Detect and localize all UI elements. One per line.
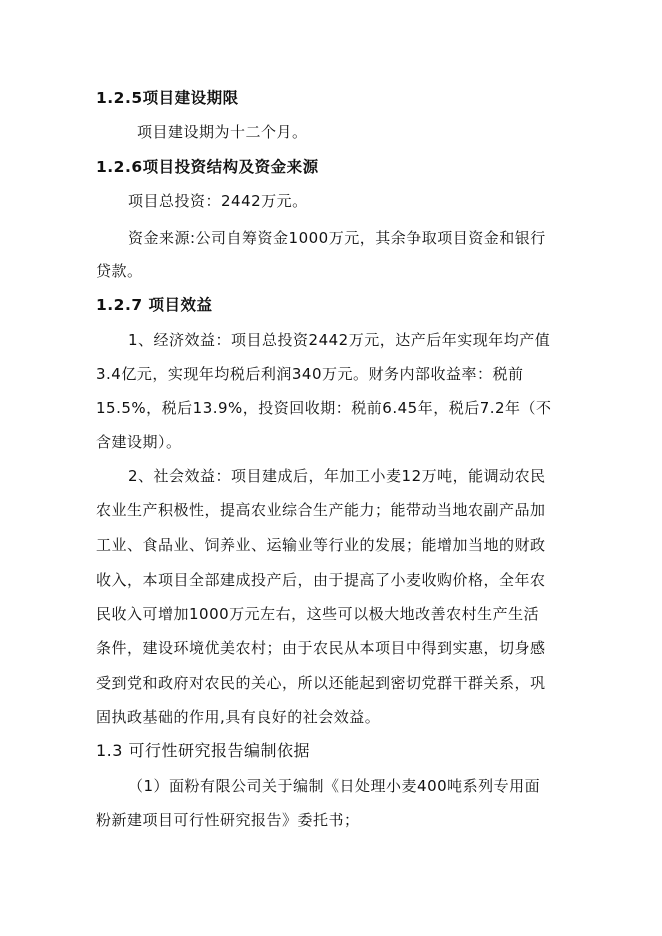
section-heading-1-3: 1.3 可行性研究报告编制依据: [96, 741, 311, 760]
social-benefit-line-5: 民收入可增加1000万元左右，这些可以极大地改善农村生产生活: [96, 605, 540, 623]
social-benefit-line-6: 条件，建设环境优美农村；由于农民从本项目中得到实惠，切身感: [96, 639, 546, 657]
social-benefit-line-1: 2、社会效益：项目建成后，年加工小麦12万吨，能调动农民: [128, 467, 546, 485]
social-benefit-line-4: 收入，本项目全部建成投产后，由于提高了小麦收购价格，全年农: [96, 571, 546, 589]
economic-benefit-line-3: 15.5%，税后13.9%，投资回收期：税前6.45年，税后7.2年（不: [96, 399, 552, 417]
social-benefit-line-2: 农业生产积极性，提高农业综合生产能力；能带动当地农副产品加: [96, 501, 546, 519]
basis-item-1-line-1: （1）面粉有限公司关于编制《日处理小麦400吨系列专用面: [128, 777, 541, 795]
social-benefit-line-8: 固执政基础的作用,具有良好的社会效益。: [96, 708, 381, 726]
total-investment-text: 项目总投资：2442万元。: [128, 192, 308, 210]
construction-period-text: 项目建设期为十二个月。: [137, 123, 308, 141]
social-benefit-line-7: 受到党和政府对农民的关心，所以还能起到密切党群干群关系，巩: [96, 674, 546, 692]
social-benefit-line-3: 工业、食品业、饲养业、运输业等行业的发展；能增加当地的财政: [96, 536, 546, 554]
section-heading-1-2-5: 1.2.5项目建设期限: [96, 89, 239, 107]
section-heading-1-2-6: 1.2.6项目投资结构及资金来源: [96, 158, 319, 176]
economic-benefit-line-4: 含建设期）。: [96, 433, 182, 451]
funding-source-line-2: 贷款。: [96, 262, 143, 280]
basis-item-1-line-2: 粉新建项目可行性研究报告》委托书；: [96, 811, 360, 829]
section-heading-1-2-7: 1.2.7 项目效益: [96, 296, 213, 314]
economic-benefit-line-2: 3.4亿元，实现年均税后利润340万元。财务内部收益率：税前: [96, 365, 524, 383]
funding-source-line-1: 资金来源:公司自筹资金1000万元，其余争取项目资金和银行: [128, 229, 546, 247]
economic-benefit-line-1: 1、经济效益：项目总投资2442万元，达产后年实现年均产值: [128, 331, 551, 349]
